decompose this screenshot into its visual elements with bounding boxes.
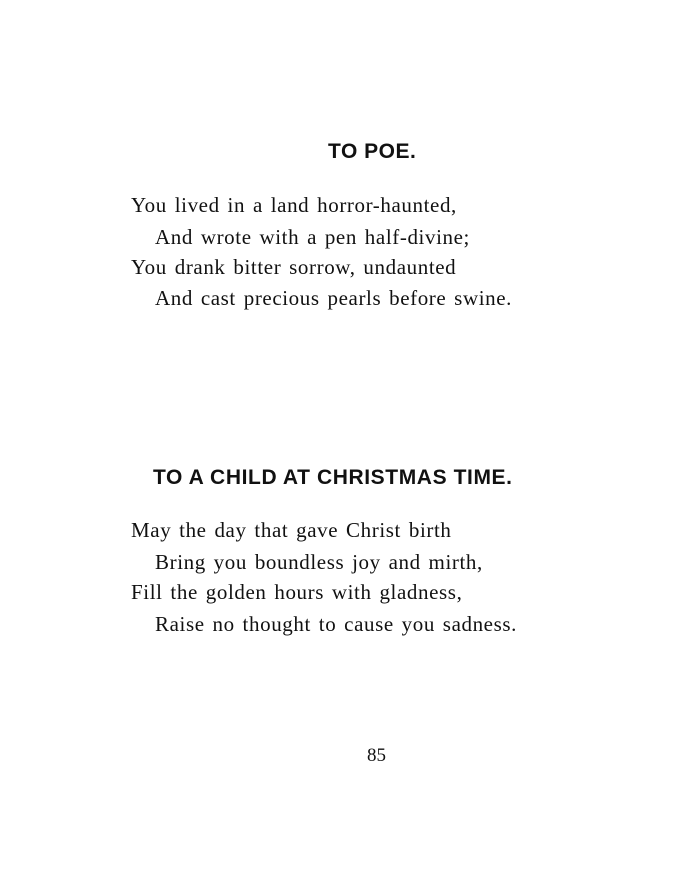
verse-line: Fill the golden hours with gladness,: [131, 580, 463, 604]
verse-line: And cast precious pearls before swine.: [155, 286, 513, 310]
verse-line: Raise no thought to cause you sadness.: [155, 612, 518, 636]
verse-line: You drank bitter sorrow, undaunted: [131, 255, 457, 279]
verse-line: Bring you boundless joy and mirth,: [155, 550, 483, 574]
page-number: 85: [367, 745, 386, 766]
verse-line: And wrote with a pen half-divine;: [155, 225, 470, 249]
poem-title-to-poe: TO POE.: [328, 140, 417, 163]
poem-title-to-a-child-at-christmas-time: TO A CHILD AT CHRISTMAS TIME.: [153, 466, 513, 489]
verse-line: May the day that gave Christ birth: [131, 518, 452, 542]
verse-line: You lived in a land horror-haunted,: [131, 193, 457, 217]
